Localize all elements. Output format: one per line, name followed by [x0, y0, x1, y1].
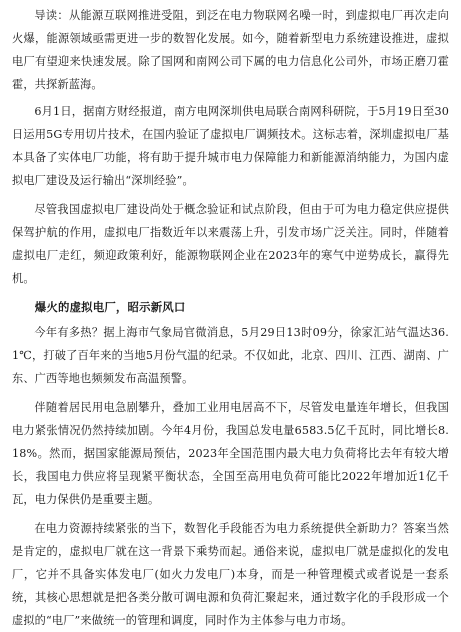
heat-paragraph: 今年有多热？据上海市气象局官微消息，5月29日13时09分，徐家汇站气温达36.1℃，打破了百年来的当地5月份气温的纪录。不仅如此，北京、四川、江西、湖南、广东、广西等地也频频发布高温预警。: [12, 326, 449, 385]
section-heading: 爆火的虚拟电厂，昭示新风口: [34, 300, 186, 314]
market-paragraph: 尽管我国虚拟电厂建设尚处于概念验证和试点阶段，但由于可为电力稳定供应提供保驾护航的作用，虚拟电厂指数近年以来震荡上升，引发市场广泛关注。同时，伴随着虚拟电厂走红，频迎政策利好，能源物联网企业在2023年的寒气中逆势成长，赢得先机。: [12, 203, 449, 285]
power-demand-paragraph: 伴随着居民用电急剧攀升，叠加工业用电居高不下，尽管发电量连年增长，但我国电力紧张情况仍然持续加剧。今年4月份，我国总发电量6583.5亿千瓦时，同比增长8.18%。然而，据国家能源局预估，2023年全国范围内最大电力负荷将比去年有较大增长，我国电力供应将呈现紧平衡状态，全国至高用电负荷可能比2022年增加近1亿千瓦，电力保供仍是重要主题。: [12, 401, 449, 506]
virtual-plant-paragraph: 在电力资源持续紧张的当下，数智化手段能否为电力系统提供全新助力？答案当然是肯定的，虚拟电厂就在这一背景下乘势而起。通俗来说，虚拟电厂就是虚拟化的发电厂，它并不具备实体发电厂(如火力发电厂)本身，而是一种管理模式或者说是一套系统，其核心思想就是把各类分散可调电源和负荷汇聚起来，通过数字化的手段形成一个虚拟的“电厂”来做统一的管理和调度，同时作为主体参与电力市场。: [12, 522, 449, 627]
intro-paragraph: 导读：从能源互联网推进受阻，到泛在电力物联网名噪一时，到虚拟电厂再次走向火爆，能源领域亟需更进一步的数智化发展。如今，随着新型电力系统建设推进，虚拟电厂有望迎来快速发展。除了国网和南网公司下属的电力信息化公司外，市场正磨刀霍霍，共探新蓝海。: [12, 9, 449, 91]
news-paragraph: 6月1日，据南方财经报道，南方电网深圳供电局联合南网科研院，于5月19日至30日运用5G专用切片技术，在国内验证了虚拟电厂调频技术。这标志着，深圳虚拟电厂基本具备了实体电厂功能，将有助于提升城市电力保障能力和新能源消纳能力，为国内虚拟电厂建设及运行输出“深圳经验”。: [12, 105, 449, 187]
